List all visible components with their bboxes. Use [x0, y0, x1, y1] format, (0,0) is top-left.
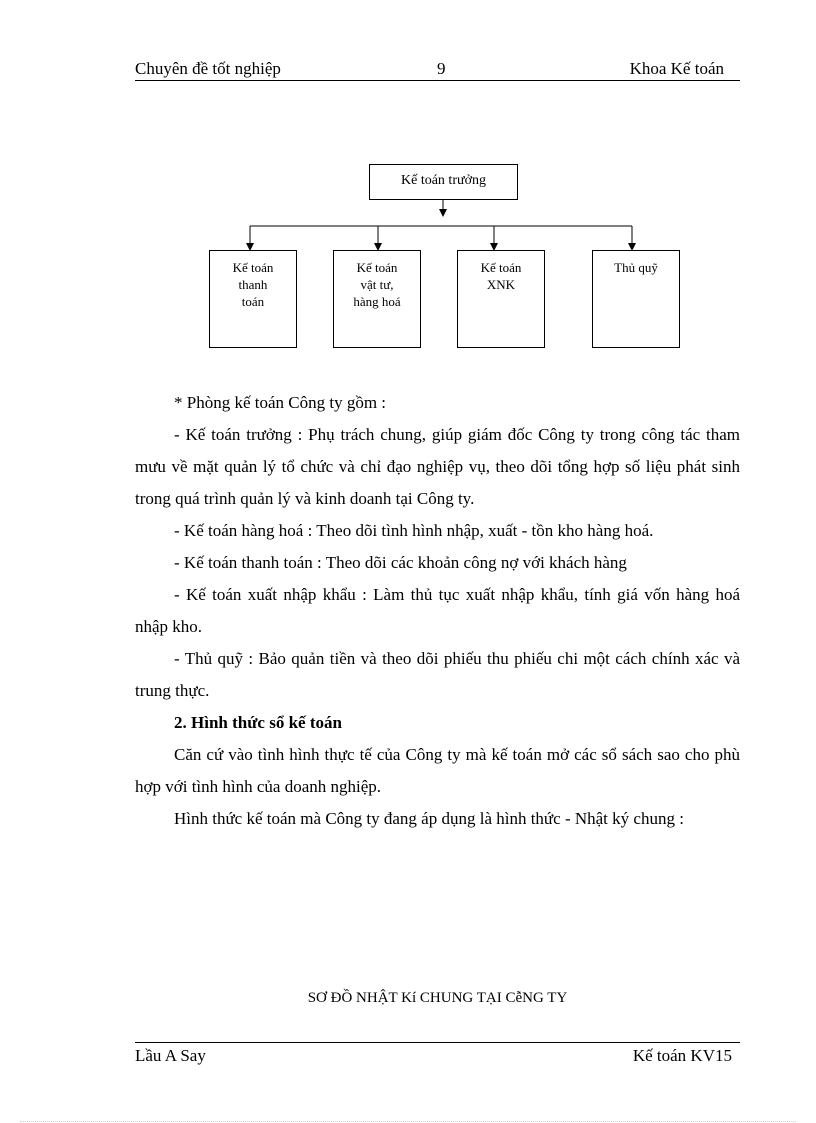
intro-line: * Phòng kế toán Công ty gồm : — [174, 393, 387, 412]
item-thu-quy: - Thủ quỹ : Bảo quản tiền và theo dõi phiếu thu phiếu chi một cách chính xác và trung thực. — [135, 649, 740, 700]
org-box-child-1 — [209, 250, 297, 348]
section-paragraph-2: Hình thức kế toán mà Công ty đang áp dụng là hình thức - Nhật ký chung : — [174, 809, 684, 828]
header-left-title: Chuyên đề tốt nghiệp — [135, 59, 281, 78]
org-box-line: hàng hoá — [353, 294, 401, 309]
diagram-caption: SƠ ĐỒ NHẬT Kí CHUNG TẠI CễNG TY — [307, 990, 568, 1006]
item-ke-toan-thanh-toan: - Kế toán thanh toán : Theo dõi các khoản công nợ với khách hàng — [174, 553, 627, 572]
header-right-title: Khoa Kế toán — [629, 59, 724, 78]
org-box-line: Kế toán — [232, 260, 274, 275]
section-paragraph-1: Căn cứ vào tình hình thực tế của Công ty mà kế toán mở các sổ sách sao cho phù hợp với tình hình của doanh nghiệp. — [135, 745, 740, 796]
footer-author: Lầu A Say — [135, 1046, 206, 1065]
org-box-line: thanh — [238, 277, 268, 292]
item-ke-toan-xnk: - Kế toán xuất nhập khẩu : Làm thủ tục xuất nhập khẩu, tính giá vốn hàng hoá nhập kho. — [135, 585, 740, 636]
org-box-line: toán — [241, 294, 265, 309]
org-box-line: XNK — [486, 277, 516, 292]
org-box-line: Thủ quỹ — [614, 260, 658, 275]
page-edge-dotted-line — [20, 1121, 796, 1122]
section-heading: 2. Hình thức sổ kế toán — [174, 713, 342, 732]
footer-rule — [135, 1042, 740, 1043]
org-box-child-2 — [333, 250, 421, 348]
org-box-line: vật tư, — [360, 277, 394, 292]
org-box-line: Kế toán — [356, 260, 398, 275]
item-ke-toan-hang-hoa: - Kế toán hàng hoá : Theo dõi tình hình nhập, xuất - tồn kho hàng hoá. — [174, 521, 654, 540]
footer-class: Kế toán KV15 — [632, 1046, 732, 1065]
page-number: 9 — [437, 59, 446, 78]
org-box-child-4 — [592, 250, 680, 348]
org-box-root-label: Kế toán trưởng — [401, 173, 486, 188]
org-box-line: Kế toán — [480, 260, 522, 275]
item-ke-toan-truong: - Kế toán trưởng : Phụ trách chung, giúp giám đốc Công ty trong công tác tham mưu về mặt quản lý tổ chức và chỉ đạo nghiệp vụ, theo dõi tổng hợp số liệu phát sinh trong quá trình quản lý và kinh doanh tại Công ty. — [135, 425, 740, 508]
org-box-child-3 — [457, 250, 545, 348]
org-box-root — [369, 164, 518, 200]
